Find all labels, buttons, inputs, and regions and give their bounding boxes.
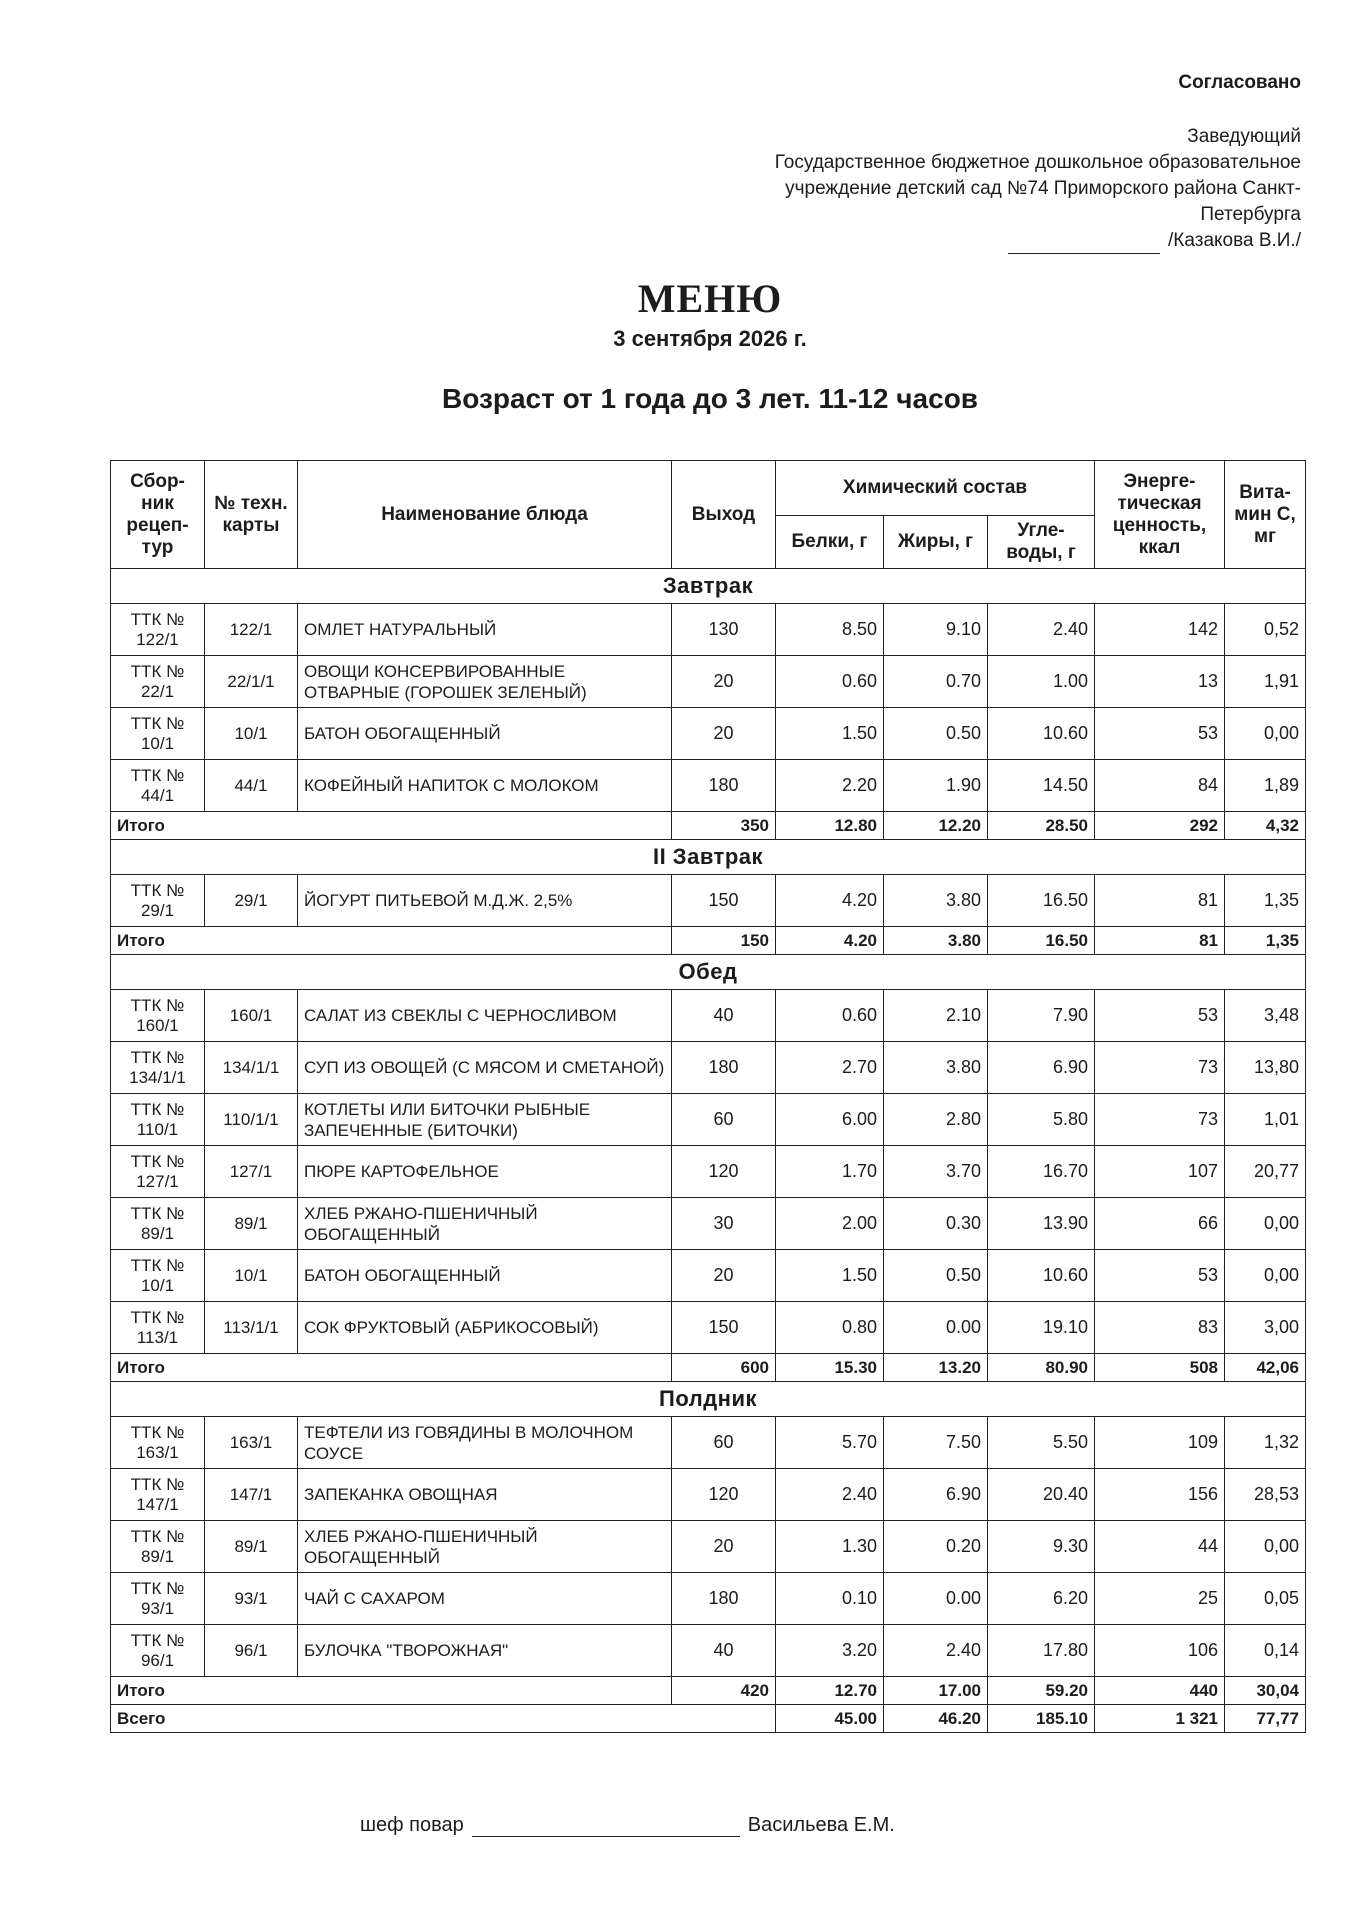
- dish-fat: 2.10: [884, 990, 988, 1042]
- dish-carbs: 19.10: [988, 1302, 1095, 1354]
- chef-signature-line: [472, 1812, 740, 1837]
- dish-vitamin: 1,89: [1225, 760, 1306, 812]
- dish-fat: 3.70: [884, 1146, 988, 1198]
- recipe-code: ТТК № 110/1: [111, 1094, 205, 1146]
- total-carbs: 16.50: [988, 927, 1095, 955]
- dish-protein: 2.70: [776, 1042, 884, 1094]
- dish-carbs: 14.50: [988, 760, 1095, 812]
- header-tech-card: № техн. карты: [205, 461, 298, 569]
- dish-protein: 5.70: [776, 1417, 884, 1469]
- dish-fat: 0.70: [884, 656, 988, 708]
- table-row: [111, 1094, 1306, 1146]
- dish-name: БУЛОЧКА "ТВОРОЖНАЯ": [298, 1625, 672, 1677]
- dish-vitamin: 20,77: [1225, 1146, 1306, 1198]
- dish-name: ХЛЕБ РЖАНО-ПШЕНИЧНЫЙ ОБОГАЩЕННЫЙ: [298, 1198, 672, 1250]
- dish-energy: 25: [1095, 1573, 1225, 1625]
- dish-carbs: 16.50: [988, 875, 1095, 927]
- dish-carbs: 7.90: [988, 990, 1095, 1042]
- tech-card-number: 147/1: [205, 1469, 298, 1521]
- total-vitamin: 42,06: [1225, 1354, 1306, 1382]
- total-carbs: 59.20: [988, 1677, 1095, 1705]
- footer: [360, 1812, 895, 1837]
- dish-energy: 53: [1095, 990, 1225, 1042]
- dish-protein: 2.40: [776, 1469, 884, 1521]
- section-title: Завтрак: [111, 569, 1306, 604]
- dish-vitamin: 1,01: [1225, 1094, 1306, 1146]
- table-row: [111, 1521, 1306, 1573]
- dish-carbs: 17.80: [988, 1625, 1095, 1677]
- approval-position: Заведующий: [1187, 126, 1301, 147]
- approval-org-line-3: Петербурга: [1200, 204, 1301, 225]
- dish-carbs: 20.40: [988, 1469, 1095, 1521]
- dish-name: СОК ФРУКТОВЫЙ (АБРИКОСОВЫЙ): [298, 1302, 672, 1354]
- chef-label: шеф повар: [360, 1814, 464, 1836]
- dish-protein: 1.50: [776, 1250, 884, 1302]
- section-row: [111, 955, 1306, 990]
- recipe-code: ТТК № 147/1: [111, 1469, 205, 1521]
- total-protein: 12.70: [776, 1677, 884, 1705]
- total-row: [111, 1677, 1306, 1705]
- dish-protein: 0.60: [776, 656, 884, 708]
- dish-carbs: 5.50: [988, 1417, 1095, 1469]
- tech-card-number: 122/1: [205, 604, 298, 656]
- dish-name: САЛАТ ИЗ СВЕКЛЫ С ЧЕРНОСЛИВОМ: [298, 990, 672, 1042]
- header-chemical-composition: Химический состав: [776, 461, 1095, 516]
- total-energy: 508: [1095, 1354, 1225, 1382]
- dish-output: 180: [672, 1573, 776, 1625]
- approval-signature-row: [661, 228, 1301, 254]
- table-row: [111, 708, 1306, 760]
- dish-output: 40: [672, 990, 776, 1042]
- header-vitamin: Вита-мин С, мг: [1225, 461, 1306, 569]
- dish-output: 20: [672, 656, 776, 708]
- menu-date: 3 сентября 2026 г.: [613, 326, 807, 351]
- dish-energy: 13: [1095, 656, 1225, 708]
- table-row: [111, 1417, 1306, 1469]
- recipe-code: ТТК № 113/1: [111, 1302, 205, 1354]
- grand-total-vitamin: 77,77: [1225, 1705, 1306, 1733]
- dish-output: 120: [672, 1469, 776, 1521]
- dish-energy: 53: [1095, 708, 1225, 760]
- grand-total-row: [111, 1705, 1306, 1733]
- dish-carbs: 1.00: [988, 656, 1095, 708]
- dish-output: 60: [672, 1094, 776, 1146]
- dish-name: ЧАЙ С САХАРОМ: [298, 1573, 672, 1625]
- dish-protein: 2.00: [776, 1198, 884, 1250]
- dish-protein: 8.50: [776, 604, 884, 656]
- dish-name: ЗАПЕКАНКА ОВОЩНАЯ: [298, 1469, 672, 1521]
- recipe-code: ТТК № 22/1: [111, 656, 205, 708]
- total-vitamin: 1,35: [1225, 927, 1306, 955]
- dish-vitamin: 0,00: [1225, 1521, 1306, 1573]
- approval-signer: /Казакова В.И./: [1168, 230, 1301, 251]
- dish-name: СУП ИЗ ОВОЩЕЙ (С МЯСОМ И СМЕТАНОЙ): [298, 1042, 672, 1094]
- total-fat: 13.20: [884, 1354, 988, 1382]
- table-row: [111, 1573, 1306, 1625]
- dish-output: 20: [672, 708, 776, 760]
- total-carbs: 28.50: [988, 812, 1095, 840]
- dish-output: 60: [672, 1417, 776, 1469]
- dish-output: 150: [672, 875, 776, 927]
- recipe-code: ТТК № 89/1: [111, 1521, 205, 1573]
- recipe-code: ТТК № 10/1: [111, 708, 205, 760]
- dish-carbs: 6.90: [988, 1042, 1095, 1094]
- dish-fat: 0.00: [884, 1302, 988, 1354]
- header-carbs: Угле-воды, г: [988, 516, 1095, 569]
- tech-card-number: 163/1: [205, 1417, 298, 1469]
- chef-name: Васильева Е.М.: [747, 1814, 895, 1836]
- header-collection: Сбор-ник рецеп-тур: [111, 461, 205, 569]
- dish-energy: 53: [1095, 1250, 1225, 1302]
- total-carbs: 80.90: [988, 1354, 1095, 1382]
- total-fat: 12.20: [884, 812, 988, 840]
- menu-table: [110, 460, 1306, 1733]
- tech-card-number: 10/1: [205, 1250, 298, 1302]
- recipe-code: ТТК № 122/1: [111, 604, 205, 656]
- dish-carbs: 5.80: [988, 1094, 1095, 1146]
- total-energy: 292: [1095, 812, 1225, 840]
- approval-block: [661, 70, 1301, 254]
- total-label: Итого: [111, 812, 672, 840]
- recipe-code: ТТК № 134/1/1: [111, 1042, 205, 1094]
- dish-energy: 66: [1095, 1198, 1225, 1250]
- dish-energy: 44: [1095, 1521, 1225, 1573]
- tech-card-number: 89/1: [205, 1198, 298, 1250]
- tech-card-number: 160/1: [205, 990, 298, 1042]
- total-label: Итого: [111, 1354, 672, 1382]
- tech-card-number: 93/1: [205, 1573, 298, 1625]
- header-energy: Энерге-тическая ценность, ккал: [1095, 461, 1225, 569]
- table-row: [111, 1198, 1306, 1250]
- approval-title: Согласовано: [1178, 72, 1301, 93]
- dish-protein: 4.20: [776, 875, 884, 927]
- dish-energy: 73: [1095, 1042, 1225, 1094]
- dish-output: 20: [672, 1521, 776, 1573]
- dish-output: 180: [672, 1042, 776, 1094]
- dish-vitamin: 3,00: [1225, 1302, 1306, 1354]
- dish-vitamin: 0,00: [1225, 1250, 1306, 1302]
- section-title: Полдник: [111, 1382, 1306, 1417]
- recipe-code: ТТК № 160/1: [111, 990, 205, 1042]
- dish-fat: 9.10: [884, 604, 988, 656]
- header-fat: Жиры, г: [884, 516, 988, 569]
- tech-card-number: 89/1: [205, 1521, 298, 1573]
- recipe-code: ТТК № 29/1: [111, 875, 205, 927]
- total-row: [111, 1354, 1306, 1382]
- menu-table-body: [111, 569, 1306, 1733]
- dish-name: ТЕФТЕЛИ ИЗ ГОВЯДИНЫ В МОЛОЧНОМ СОУСЕ: [298, 1417, 672, 1469]
- table-row: [111, 760, 1306, 812]
- total-protein: 15.30: [776, 1354, 884, 1382]
- dish-fat: 0.00: [884, 1573, 988, 1625]
- dish-energy: 156: [1095, 1469, 1225, 1521]
- total-output: 420: [672, 1677, 776, 1705]
- section-row: [111, 1382, 1306, 1417]
- tech-card-number: 44/1: [205, 760, 298, 812]
- header-protein: Белки, г: [776, 516, 884, 569]
- dish-fat: 6.90: [884, 1469, 988, 1521]
- approval-org-line-1: Государственное бюджетное дошкольное образовательное: [774, 152, 1301, 173]
- dish-name: БАТОН ОБОГАЩЕННЫЙ: [298, 708, 672, 760]
- recipe-code: ТТК № 93/1: [111, 1573, 205, 1625]
- recipe-code: ТТК № 163/1: [111, 1417, 205, 1469]
- total-row: [111, 927, 1306, 955]
- table-row: [111, 656, 1306, 708]
- dish-name: ПЮРЕ КАРТОФЕЛЬНОЕ: [298, 1146, 672, 1198]
- table-row: [111, 604, 1306, 656]
- table-row: [111, 875, 1306, 927]
- dish-fat: 0.30: [884, 1198, 988, 1250]
- dish-carbs: 13.90: [988, 1198, 1095, 1250]
- tech-card-number: 127/1: [205, 1146, 298, 1198]
- dish-fat: 1.90: [884, 760, 988, 812]
- dish-fat: 3.80: [884, 1042, 988, 1094]
- dish-energy: 73: [1095, 1094, 1225, 1146]
- total-row: [111, 812, 1306, 840]
- total-energy: 81: [1095, 927, 1225, 955]
- table-row: [111, 1625, 1306, 1677]
- dish-name: ЙОГУРТ ПИТЬЕВОЙ М.Д.Ж. 2,5%: [298, 875, 672, 927]
- total-fat: 3.80: [884, 927, 988, 955]
- dish-vitamin: 28,53: [1225, 1469, 1306, 1521]
- dish-energy: 81: [1095, 875, 1225, 927]
- dish-output: 120: [672, 1146, 776, 1198]
- tech-card-number: 113/1/1: [205, 1302, 298, 1354]
- dish-vitamin: 0,00: [1225, 1198, 1306, 1250]
- recipe-code: ТТК № 10/1: [111, 1250, 205, 1302]
- dish-energy: 106: [1095, 1625, 1225, 1677]
- dish-vitamin: 1,32: [1225, 1417, 1306, 1469]
- table-header-row: [111, 461, 1306, 516]
- dish-vitamin: 1,91: [1225, 656, 1306, 708]
- total-vitamin: 4,32: [1225, 812, 1306, 840]
- tech-card-number: 110/1/1: [205, 1094, 298, 1146]
- dish-fat: 2.40: [884, 1625, 988, 1677]
- dish-output: 180: [672, 760, 776, 812]
- dish-protein: 0.10: [776, 1573, 884, 1625]
- recipe-code: ТТК № 89/1: [111, 1198, 205, 1250]
- total-label: Итого: [111, 1677, 672, 1705]
- dish-protein: 6.00: [776, 1094, 884, 1146]
- dish-vitamin: 0,05: [1225, 1573, 1306, 1625]
- dish-protein: 2.20: [776, 760, 884, 812]
- dish-output: 150: [672, 1302, 776, 1354]
- dish-name: ХЛЕБ РЖАНО-ПШЕНИЧНЫЙ ОБОГАЩЕННЫЙ: [298, 1521, 672, 1573]
- dish-output: 40: [672, 1625, 776, 1677]
- table-row: [111, 1469, 1306, 1521]
- page-title: МЕНЮ: [637, 276, 783, 321]
- dish-fat: 2.80: [884, 1094, 988, 1146]
- dish-carbs: 6.20: [988, 1573, 1095, 1625]
- dish-vitamin: 13,80: [1225, 1042, 1306, 1094]
- dish-protein: 1.70: [776, 1146, 884, 1198]
- tech-card-number: 10/1: [205, 708, 298, 760]
- grand-total-label: Всего: [111, 1705, 776, 1733]
- dish-protein: 1.50: [776, 708, 884, 760]
- total-protein: 12.80: [776, 812, 884, 840]
- tech-card-number: 96/1: [205, 1625, 298, 1677]
- recipe-code: ТТК № 127/1: [111, 1146, 205, 1198]
- dish-carbs: 10.60: [988, 708, 1095, 760]
- dish-fat: 0.50: [884, 708, 988, 760]
- dish-name: ОВОЩИ КОНСЕРВИРОВАННЫЕ ОТВАРНЫЕ (ГОРОШЕК ЗЕЛЕНЫЙ): [298, 656, 672, 708]
- dish-fat: 3.80: [884, 875, 988, 927]
- dish-name: КОТЛЕТЫ ИЛИ БИТОЧКИ РЫБНЫЕ ЗАПЕЧЕННЫЕ (БИТОЧКИ): [298, 1094, 672, 1146]
- dish-vitamin: 0,00: [1225, 708, 1306, 760]
- dish-protein: 0.80: [776, 1302, 884, 1354]
- section-row: [111, 840, 1306, 875]
- dish-carbs: 2.40: [988, 604, 1095, 656]
- table-row: [111, 1250, 1306, 1302]
- dish-carbs: 9.30: [988, 1521, 1095, 1573]
- dish-energy: 83: [1095, 1302, 1225, 1354]
- dish-protein: 0.60: [776, 990, 884, 1042]
- total-vitamin: 30,04: [1225, 1677, 1306, 1705]
- dish-energy: 109: [1095, 1417, 1225, 1469]
- table-row: [111, 1302, 1306, 1354]
- section-row: [111, 569, 1306, 604]
- header-output: Выход: [672, 461, 776, 569]
- dish-energy: 107: [1095, 1146, 1225, 1198]
- dish-output: 30: [672, 1198, 776, 1250]
- table-row: [111, 1146, 1306, 1198]
- total-protein: 4.20: [776, 927, 884, 955]
- total-label: Итого: [111, 927, 672, 955]
- dish-vitamin: 0,52: [1225, 604, 1306, 656]
- total-output: 350: [672, 812, 776, 840]
- dish-vitamin: 1,35: [1225, 875, 1306, 927]
- signature-line: [1008, 233, 1160, 254]
- dish-name: КОФЕЙНЫЙ НАПИТОК С МОЛОКОМ: [298, 760, 672, 812]
- dish-energy: 84: [1095, 760, 1225, 812]
- header-dish-name: Наименование блюда: [298, 461, 672, 569]
- grand-total-protein: 45.00: [776, 1705, 884, 1733]
- dish-carbs: 16.70: [988, 1146, 1095, 1198]
- table-row: [111, 1042, 1306, 1094]
- grand-total-energy: 1 321: [1095, 1705, 1225, 1733]
- dish-output: 130: [672, 604, 776, 656]
- table-row: [111, 990, 1306, 1042]
- dish-vitamin: 3,48: [1225, 990, 1306, 1042]
- tech-card-number: 22/1/1: [205, 656, 298, 708]
- tech-card-number: 134/1/1: [205, 1042, 298, 1094]
- dish-vitamin: 0,14: [1225, 1625, 1306, 1677]
- section-title: Обед: [111, 955, 1306, 990]
- dish-carbs: 10.60: [988, 1250, 1095, 1302]
- grand-total-fat: 46.20: [884, 1705, 988, 1733]
- dish-protein: 3.20: [776, 1625, 884, 1677]
- total-energy: 440: [1095, 1677, 1225, 1705]
- menu-age-group: Возраст от 1 года до 3 лет. 11-12 часов: [441, 383, 979, 414]
- recipe-code: ТТК № 44/1: [111, 760, 205, 812]
- dish-fat: 0.50: [884, 1250, 988, 1302]
- total-output: 600: [672, 1354, 776, 1382]
- total-output: 150: [672, 927, 776, 955]
- dish-name: ОМЛЕТ НАТУРАЛЬНЫЙ: [298, 604, 672, 656]
- dish-fat: 0.20: [884, 1521, 988, 1573]
- approval-org-line-2: учреждение детский сад №74 Приморского района Санкт-: [785, 178, 1301, 199]
- dish-fat: 7.50: [884, 1417, 988, 1469]
- tech-card-number: 29/1: [205, 875, 298, 927]
- recipe-code: ТТК № 96/1: [111, 1625, 205, 1677]
- total-fat: 17.00: [884, 1677, 988, 1705]
- dish-output: 20: [672, 1250, 776, 1302]
- dish-protein: 1.30: [776, 1521, 884, 1573]
- title-block: [0, 276, 1367, 416]
- section-title: II Завтрак: [111, 840, 1306, 875]
- dish-energy: 142: [1095, 604, 1225, 656]
- grand-total-carbs: 185.10: [988, 1705, 1095, 1733]
- dish-name: БАТОН ОБОГАЩЕННЫЙ: [298, 1250, 672, 1302]
